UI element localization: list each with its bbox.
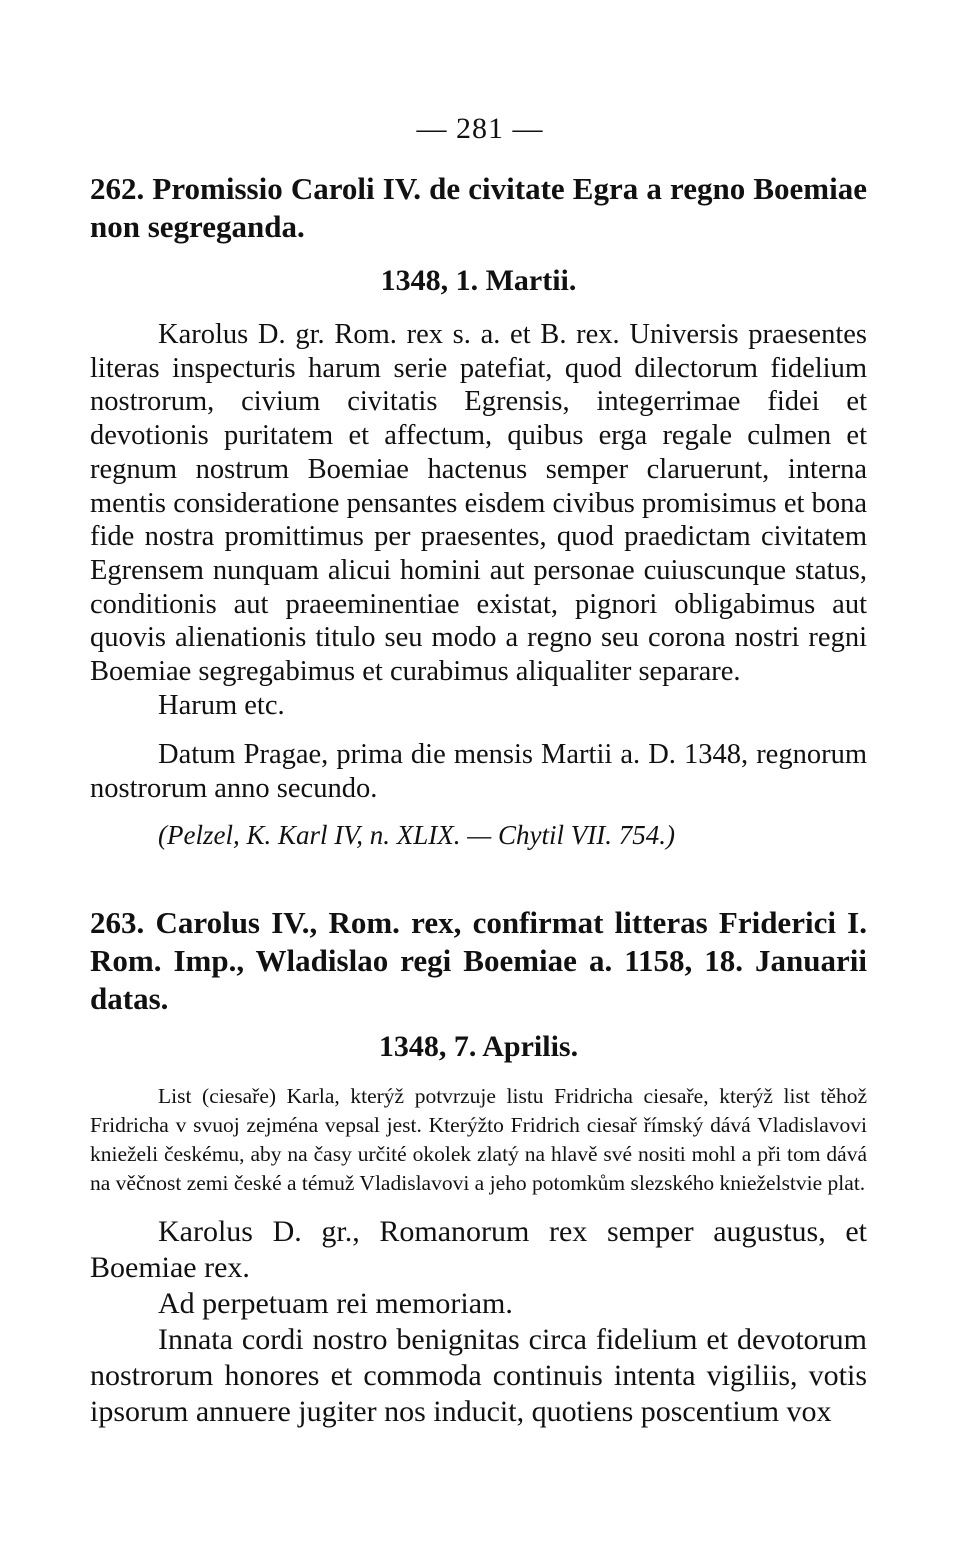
document-262 — [90, 170, 867, 851]
doc-263-text: Innata cordi nostro benignitas circa fidelium et devotorum nostrorum honores et commoda continuis intenta vigiliis, votis ipsorum annuere jugiter nos inducit, quotiens poscentium vox — [90, 1323, 867, 1428]
doc-262-heading: 262. Promissio Caroli IV. de civitate Egra a regno Boemiae non segreganda. — [90, 171, 867, 244]
page-number: — 281 — — [416, 112, 544, 145]
document-263 — [90, 904, 867, 1430]
doc-262-citation: (Pelzel, K. Karl IV, n. XLIX. — Chytil VII. 754.) — [158, 819, 675, 850]
doc-263-intitulatio: Karolus D. gr., Romanorum rex semper augustus, et Boemiae rex. — [90, 1215, 867, 1284]
doc-262-closing: Harum etc. — [158, 689, 285, 721]
doc-263-heading: 263. Carolus IV., Rom. rex, confirmat litteras Friderici I. Rom. Imp., Wladislao regi Boemiae a. 1158, 18. Januarii datas. — [90, 905, 867, 1016]
doc-262-text: Karolus D. gr. Rom. rex s. a. et B. rex. Universis praesentes literas inspecturis harum serie patefiat, quod dilectorum fidelium nostrorum, civium civitatis Egrensis, integerrimae fidei et devotionis puritatem et affectum, quibus erga regale culmen et regnum nostrum Boemiae hactenus semper claruerunt, interna mentis consideratione pensantes eisdem civibus promisimus et bona fide nostra promittimus per praesentes, quod praedictam civitatem Egrensem nunquam alicui homini aut personae cuiuscunque status, conditionis aut praeeminentiae existat, pignori obligabimus aut quovis alienationis titulo seu modo a regno seu corona nostri regni Boemiae segregabimus et curabimus aliqualiter separare. — [90, 319, 867, 688]
doc-262-datum: Datum Pragae, prima die mensis Martii a. D. 1348, regnorum nostrorum anno secundo. — [90, 739, 867, 805]
doc-262-date: 1348, 1. Martii. — [380, 264, 577, 297]
doc-263-date: 1348, 7. Aprilis. — [378, 1030, 579, 1063]
doc-263-regest: List (ciesaře) Karla, kterýž potvrzuje listu Fridricha ciesaře, kterýž list těhož Fridricha v svuoj zejména vepsal jest. Kterýžto Fridrich ciesař římský dává Vladislavovi knieželi českému, aby na časy určité okolek zlatý na hlavě své nositi mohl a při tom dává na věčnost zemi české a témuž Vladislavovi a jeho potomkům slezského knieželstvie plat. — [90, 1084, 867, 1195]
doc-263-inscriptio: Ad perpetuam rei memoriam. — [158, 1287, 513, 1320]
